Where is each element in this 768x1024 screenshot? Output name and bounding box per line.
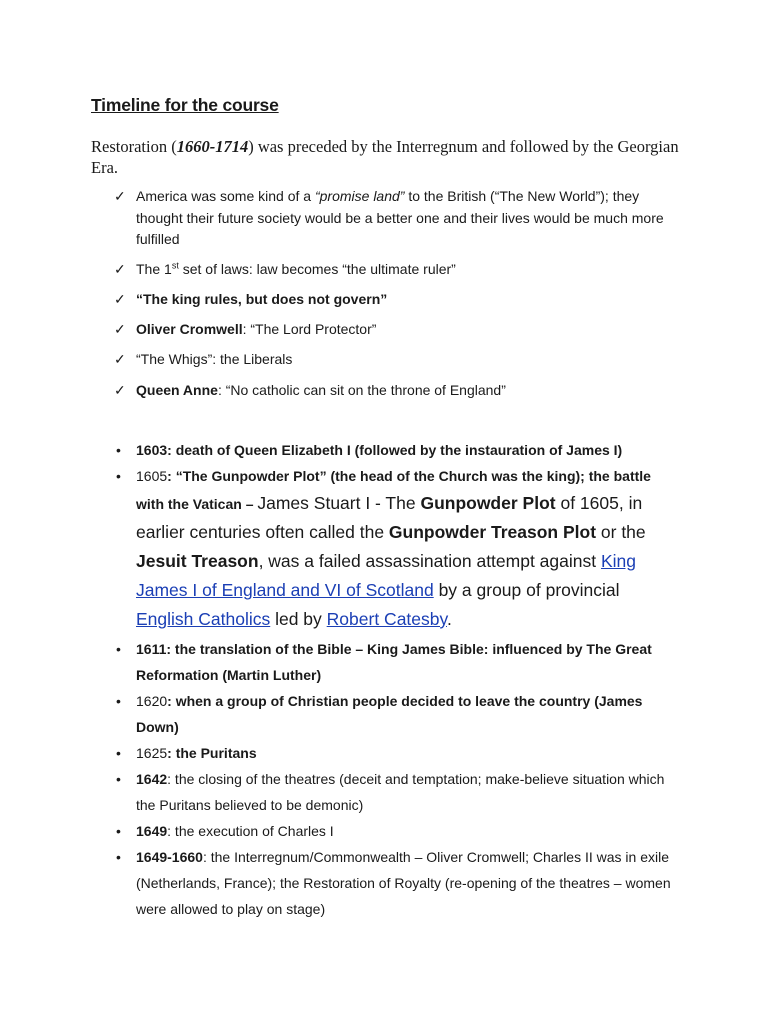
timeline-text: : “The Gunpowder Plot” (the head of the Church was the king); the battle with the Vatican – [136, 468, 651, 512]
checklist-text: : “No catholic can sit on the throne of England” [217, 382, 506, 398]
article-bold: Gunpowder Treason Plot [388, 522, 597, 542]
timeline-year: 1625 [136, 745, 168, 761]
article-text: of 1605, in earlier centuries often called the [136, 493, 643, 542]
checklist-bold: “The king rules, but does not govern” [136, 291, 388, 307]
checkmark-icon: ✓ [114, 351, 126, 367]
bullet-icon: • [116, 468, 121, 484]
checkmark-icon: ✓ [114, 188, 126, 204]
english-catholics-link[interactable]: English Catholics [136, 609, 271, 629]
king-james-link[interactable]: King James I of England and VI of Scotland [136, 551, 637, 600]
intro-paragraph [91, 136, 681, 178]
bullet-icon: • [116, 771, 121, 787]
page-title: Timeline for the course [91, 95, 279, 115]
checklist-emphasis: “promise land” [314, 188, 405, 204]
checklist-text: set of laws: law becomes “the ultimate ruler” [178, 261, 456, 277]
article-text: led by [270, 609, 327, 629]
checkmark-icon: ✓ [114, 291, 126, 307]
robert-catesby-link[interactable]: Robert Catesby [326, 609, 447, 629]
checklist-text: : “The Lord Protector” [242, 321, 377, 337]
intro-prefix: Restoration ( [91, 137, 177, 156]
checkmark-icon: ✓ [114, 382, 126, 398]
timeline-year: 1649 [136, 823, 168, 839]
timeline-year: 1611 [136, 641, 167, 657]
bullet-icon: • [116, 849, 121, 865]
timeline-year: 1642 [136, 771, 168, 787]
timeline-text: : the Puritans [167, 745, 257, 761]
checklist-text: to the British (“The New World”); they thought their future society would be a better one and their lives would be much more fulfilled [136, 188, 664, 247]
checklist-text: “The Whigs”: the Liberals [136, 351, 293, 367]
bullet-icon: • [116, 823, 121, 839]
article-text: James Stuart I - The [257, 493, 421, 513]
bullet-icon: • [116, 641, 121, 657]
article-text: by a group of provincial [433, 580, 620, 600]
article-bold: Jesuit Treason [136, 551, 259, 571]
checklist-text: The 1 [136, 261, 172, 277]
intro-suffix: ) was preceded by the Interregnum and followed by the Georgian Era. [91, 137, 679, 177]
timeline-year: 1620 [136, 693, 168, 709]
timeline-text: : the translation of the Bible – King James Bible: influenced by The Great Reformation (Martin Luther) [136, 641, 652, 683]
timeline-text: : the execution of Charles I [167, 823, 334, 839]
checkmark-icon: ✓ [114, 261, 126, 277]
intro-years: 1660-1714 [176, 137, 249, 156]
article-text: . [446, 609, 452, 629]
checklist-superscript: st [171, 260, 179, 271]
timeline-text: : the Interregnum/Commonwealth – Oliver Cromwell; Charles II was in exile (Netherlands, France); the Restoration of Royalty (re-opening of the theatres – women were allowed to play on stage) [136, 849, 671, 917]
bullet-icon: • [116, 745, 121, 761]
article-text: or the [596, 522, 646, 542]
timeline-text: : the closing of the theatres (deceit and temptation; make-believe situation which the Puritans believed to be demonic) [136, 771, 665, 813]
timeline-text: : when a group of Christian people decided to leave the country (James Down) [136, 693, 643, 735]
timeline-year: 1605 [136, 468, 168, 484]
checkmark-icon: ✓ [114, 321, 126, 337]
checklist-bold: Queen Anne [136, 382, 218, 398]
article-bold: Gunpowder Plot [420, 493, 556, 513]
bullet-icon: • [116, 442, 121, 458]
timeline-text: : death of Queen Elizabeth I (followed by the instauration of James I) [167, 442, 623, 458]
checklist-bold: Oliver Cromwell [136, 321, 243, 337]
checklist-text: America was some kind of a [136, 188, 315, 204]
timeline-year: 1603 [136, 442, 168, 458]
timeline-year: 1649-1660 [136, 849, 203, 865]
article-text: , was a failed assassination attempt against [258, 551, 601, 571]
bullet-icon: • [116, 693, 121, 709]
